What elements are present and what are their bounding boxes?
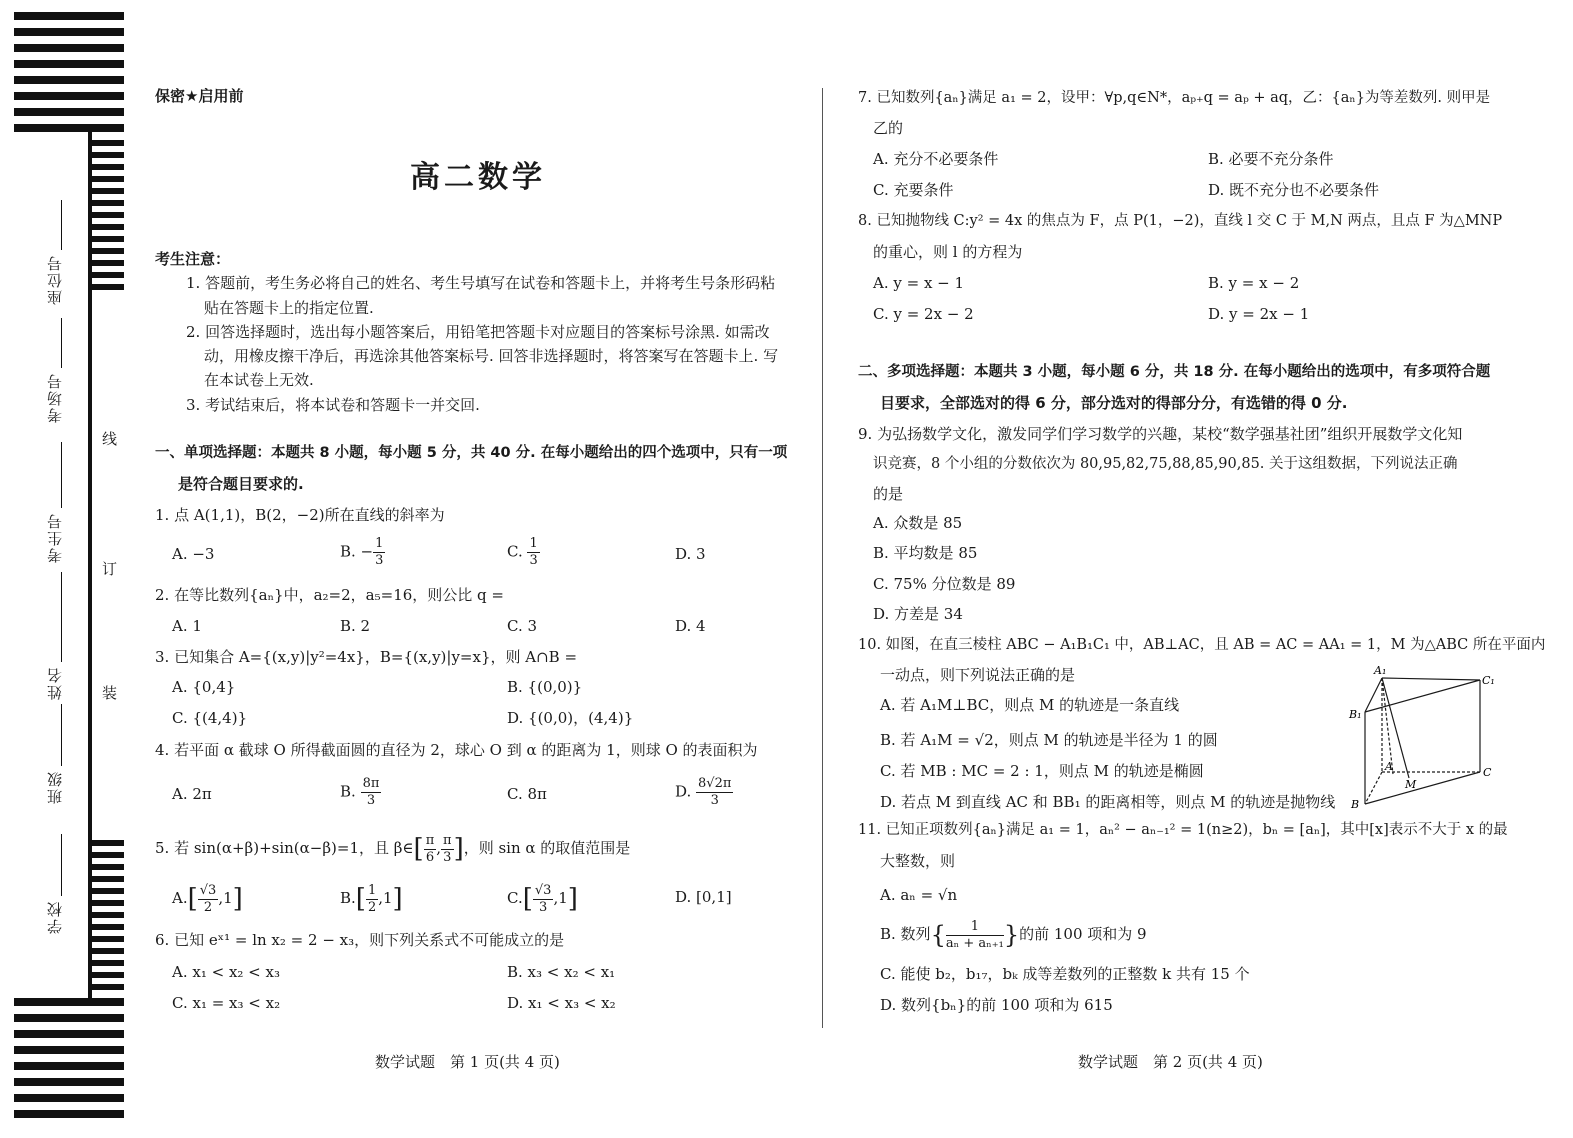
q2-option-b: B. 2 bbox=[340, 617, 371, 635]
question-11-stem: 11. 已知正项数列{aₙ}满足 a₁ = 1，aₙ² − aₙ₋₁² = 1(n≥2)，bₙ = [aₙ]，其中[x]表示不大于 x 的最 bbox=[858, 822, 1508, 838]
fig-label-b1: B₁ bbox=[1349, 708, 1362, 721]
question-9-stem-cont: 的是 bbox=[873, 485, 904, 503]
q5-option-a: A.[ $\frac{√3}{2}$ ,1] bbox=[172, 882, 243, 915]
question-9-stem-cont: 识竞赛，8 个小组的分数依次为 80,95,82,75,88,85,90,85. 关于这组数据，下列说法正确 bbox=[873, 456, 1458, 472]
section-1-heading-cont: 是符合题目要求的. bbox=[178, 475, 304, 493]
fig-label-m: M bbox=[1405, 778, 1417, 791]
fig-label-a: A bbox=[1385, 760, 1393, 773]
q11-option-c: C. 能使 b₂，b₁₇，bₖ 成等差数列的正整数 k 共有 15 个 bbox=[880, 965, 1250, 983]
q8-option-a: A. y = x − 1 bbox=[873, 274, 965, 292]
q4-option-a: A. 2π bbox=[172, 785, 212, 803]
q6-option-a: A. x₁ < x₂ < x₃ bbox=[172, 963, 280, 981]
q4-option-b: B. $\frac{8\pi}{3}$ bbox=[340, 776, 380, 808]
field-exam-room: 考场号 bbox=[46, 372, 64, 423]
q10-option-c: C. 若 MB : MC = 2 : 1，则点 M 的轨迹是椭圆 bbox=[880, 762, 1204, 780]
prism-figure bbox=[1345, 662, 1495, 812]
q8-option-b: B. y = x − 2 bbox=[1208, 274, 1300, 292]
page-1-footer: 数学试题 第 1 页(共 4 页) bbox=[375, 1053, 560, 1071]
q11-option-b: B. 数列{ $\frac{1}{\text{aₙ + aₙ₊₁}}$ }的前 100 项和为 9 bbox=[880, 918, 1147, 951]
q5-option-d: D. [0,1] bbox=[675, 888, 732, 906]
question-11-stem-cont: 大整数，则 bbox=[880, 852, 956, 870]
q3-option-d: D. {(0,0)，(4,4)} bbox=[507, 709, 634, 727]
notice-item: 1. 答题前，考生务必将自己的姓名、考生号填写在试卷和答题卡上，并将考生号条形码粘 bbox=[186, 274, 776, 292]
field-class: 班级 bbox=[46, 770, 64, 804]
q5-option-c: C.[ $\frac{√3}{3}$ ,1] bbox=[507, 882, 578, 915]
question-5-stem: 5. 若 sin(α+β)+sin(α−β)=1，且 β∈[ $\frac{\pi}{6}$ , $\frac{\pi}{3}$ ]，则 sin α 的取值范围是 bbox=[155, 832, 631, 865]
notice-item: 贴在答题卡上的指定位置. bbox=[204, 299, 374, 317]
q4-option-c: C. 8π bbox=[507, 785, 547, 803]
question-3-stem: 3. 已知集合 A={(x,y)|y²=4x}，B={(x,y)|y=x}，则 A∩B = bbox=[155, 648, 578, 666]
page-2-footer: 数学试题 第 2 页(共 4 页) bbox=[1078, 1053, 1263, 1071]
field-name: 姓名 bbox=[46, 666, 64, 700]
question-10-stem: 10. 如图，在直三棱柱 ABC − A₁B₁C₁ 中，AB⊥AC，且 AB = AC = AA₁ = 1，M 为△ABC 所在平面内 bbox=[858, 637, 1546, 653]
notice-item: 3. 考试结束后，将本试卷和答题卡一并交回. bbox=[186, 396, 480, 414]
notice-item: 在本试卷上无效. bbox=[204, 371, 314, 389]
fig-label-c: C bbox=[1483, 766, 1492, 779]
q10-option-d: D. 若点 M 到直线 AC 和 BB₁ 的距离相等，则点 M 的轨迹是抛物线 bbox=[880, 793, 1336, 811]
question-6-stem: 6. 已知 eˣ¹ = ln x₂ = 2 − x₃，则下列关系式不可能成立的是 bbox=[155, 931, 565, 949]
q10-option-b: B. 若 A₁M = √2，则点 M 的轨迹是半径为 1 的圆 bbox=[880, 731, 1218, 749]
question-4-stem: 4. 若平面 α 截球 O 所得截面圆的直径为 2，球心 O 到 α 的距离为 1，则球 O 的表面积为 bbox=[155, 741, 758, 759]
q8-option-c: C. y = 2x − 2 bbox=[873, 305, 974, 323]
field-school: 学校 bbox=[46, 900, 64, 934]
cut-mark-bind: 装 bbox=[102, 684, 118, 702]
column-divider bbox=[822, 88, 823, 1028]
question-7-stem: 7. 已知数列{aₙ}满足 a₁ = 2，设甲：∀p,q∈N*，aₚ₊q = aₚ + aq，乙：{aₙ}为等差数列. 则甲是 bbox=[858, 90, 1491, 106]
cut-mark-line: 线 bbox=[102, 430, 118, 448]
q6-option-b: B. x₃ < x₂ < x₁ bbox=[507, 963, 616, 981]
q2-option-c: C. 3 bbox=[507, 617, 538, 635]
q11-option-d: D. 数列{bₙ}的前 100 项和为 615 bbox=[880, 996, 1113, 1014]
q3-option-a: A. {0,4} bbox=[172, 678, 236, 696]
q5-option-b: B.[ $\frac{1}{2}$ ,1] bbox=[340, 882, 403, 915]
section-2-heading: 二、多项选择题：本题共 3 小题，每小题 6 分，共 18 分. 在每小题给出的选项中，有多项符合题 bbox=[858, 364, 1491, 380]
q3-option-b: B. {(0,0)} bbox=[507, 678, 583, 696]
q9-option-c: C. 75% 分位数是 89 bbox=[873, 575, 1016, 593]
q10-option-a: A. 若 A₁M⊥BC，则点 M 的轨迹是一条直线 bbox=[880, 696, 1180, 714]
q3-option-c: C. {(4,4)} bbox=[172, 709, 248, 727]
q9-option-d: D. 方差是 34 bbox=[873, 605, 963, 623]
question-9-stem: 9. 为弘扬数学文化，激发同学们学习数学的兴趣，某校“数学强基社团”组织开展数学文化知 bbox=[858, 425, 1463, 443]
fig-label-b: B bbox=[1351, 798, 1360, 811]
q4-option-d: D. $\frac{8√2\pi}{3}$ bbox=[675, 776, 732, 808]
section-2-heading-cont: 目要求，全部选对的得 6 分，部分选对的得部分分，有选错的得 0 分. bbox=[880, 394, 1348, 412]
question-2-stem: 2. 在等比数列{aₙ}中，a₂=2，a₅=16，则公比 q = bbox=[155, 586, 504, 604]
section-1-heading: 一、单项选择题：本题共 8 小题，每小题 5 分，共 40 分. 在每小题给出的四个选项中，只有一项 bbox=[155, 445, 788, 461]
q7-option-b: B. 必要不充分条件 bbox=[1208, 150, 1334, 168]
q1-option-b: B. − $\frac{1}{3}$ bbox=[340, 536, 384, 568]
field-seat-number: 座位号 bbox=[46, 254, 64, 305]
q2-option-d: D. 4 bbox=[675, 617, 706, 635]
q6-option-d: D. x₁ < x₃ < x₂ bbox=[507, 994, 616, 1012]
q7-option-c: C. 充要条件 bbox=[873, 181, 954, 199]
fig-label-a1: A₁ bbox=[1374, 664, 1387, 677]
question-10-stem-cont: 一动点，则下列说法正确的是 bbox=[880, 666, 1076, 684]
q11-option-a: A. aₙ = √n bbox=[880, 886, 958, 904]
question-1-stem: 1. 点 A(1,1)，B(2，−2)所在直线的斜率为 bbox=[155, 506, 445, 524]
q1-option-c: C. $\frac{1}{3}$ bbox=[507, 536, 538, 568]
question-8-stem: 8. 已知抛物线 C:y² = 4x 的焦点为 F，点 P(1，−2)，直线 l 交 C 于 M,N 两点，且点 F 为△MNP bbox=[858, 213, 1503, 229]
q7-option-d: D. 既不充分也不必要条件 bbox=[1208, 181, 1380, 199]
q1-option-d: D. 3 bbox=[675, 545, 706, 563]
notice-item: 2. 回答选择题时，选出每小题答案后，用铅笔把答题卡对应题目的答案标号涂黑. 如需改 bbox=[186, 323, 770, 341]
q2-option-a: A. 1 bbox=[172, 617, 202, 635]
q6-option-c: C. x₁ = x₃ < x₂ bbox=[172, 994, 281, 1012]
secret-label: 保密★启用前 bbox=[155, 87, 244, 105]
cut-mark-staple: 订 bbox=[102, 560, 118, 578]
fig-label-c1: C₁ bbox=[1482, 674, 1495, 687]
q1-option-a: A. −3 bbox=[172, 545, 215, 563]
q9-option-b: B. 平均数是 85 bbox=[873, 544, 978, 562]
field-candidate-number: 考生号 bbox=[46, 512, 64, 563]
notice-item: 动，用橡皮擦干净后，再选涂其他答案标号. 回答非选择题时，将答案写在答题卡上. 写 bbox=[204, 347, 779, 365]
q7-option-a: A. 充分不必要条件 bbox=[873, 150, 999, 168]
notice-heading: 考生注意： bbox=[155, 250, 231, 268]
q9-option-a: A. 众数是 85 bbox=[873, 514, 963, 532]
page-title: 高二数学 bbox=[410, 160, 546, 195]
question-7-stem-cont: 乙的 bbox=[873, 119, 904, 137]
question-8-stem-cont: 的重心，则 l 的方程为 bbox=[873, 243, 1023, 261]
q8-option-d: D. y = 2x − 1 bbox=[1208, 305, 1310, 323]
